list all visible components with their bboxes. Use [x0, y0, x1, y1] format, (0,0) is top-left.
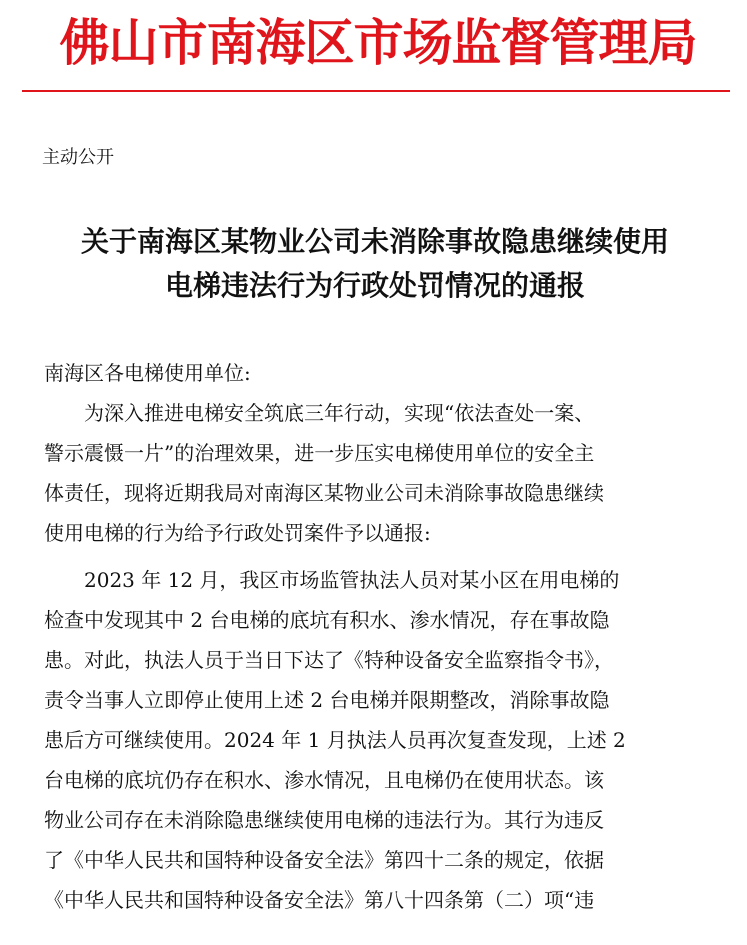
- salutation: 南海区各电梯使用单位:: [44, 361, 251, 385]
- paragraph-line: 检查中发现其中 2 台电梯的底坑有积水、渗水情况，存在事故隐: [44, 608, 610, 632]
- document-title-line-2: 电梯违法行为行政处罚情况的通报: [164, 269, 585, 302]
- paragraph-line: 责令当事人立即停止使用上述 2 台电梯并限期整改，消除事故隐: [44, 688, 610, 712]
- paragraph-line: 为深入推进电梯安全筑底三年行动，实现“依法查处一案、: [84, 401, 595, 425]
- disclosure-label: 主动公开: [42, 147, 114, 168]
- paragraph-line: 体责任，现将近期我局对南海区某物业公司未消除事故隐患继续: [44, 481, 604, 505]
- letterhead-title: 佛山市南海区市场监督管理局: [59, 14, 697, 72]
- paragraph-line: 患后方可继续使用。2024 年 1 月执法人员再次复查发现，上述 2: [44, 728, 626, 752]
- paragraph-line: 警示震慑一片”的治理效果，进一步压实电梯使用单位的安全主: [44, 441, 595, 465]
- document-title-line-1: 关于南海区某物业公司未消除事故隐患继续使用: [80, 225, 669, 258]
- paragraph-line: 台电梯的底坑仍存在积水、渗水情况，且电梯仍在使用状态。该: [44, 768, 604, 792]
- paragraph-line: 《中华人民共和国特种设备安全法》第八十四条第（二）项“违: [44, 888, 595, 912]
- letterhead: [0, 0, 747, 100]
- paragraph-line: 了《中华人民共和国特种设备安全法》第四十二条的规定，依据: [44, 848, 604, 872]
- paragraph-line: 物业公司存在未消除隐患继续使用电梯的违法行为。其行为违反: [44, 808, 604, 832]
- paragraph-line: 2023 年 12 月，我区市场监管执法人员对某小区在用电梯的: [84, 568, 620, 592]
- paragraph-line: 患。对此，执法人员于当日下达了《特种设备安全监察指令书》，: [44, 648, 614, 672]
- letterhead-red-rule: [22, 90, 730, 92]
- paragraph-line: 使用电梯的行为给予行政处罚案件予以通报:: [44, 521, 431, 545]
